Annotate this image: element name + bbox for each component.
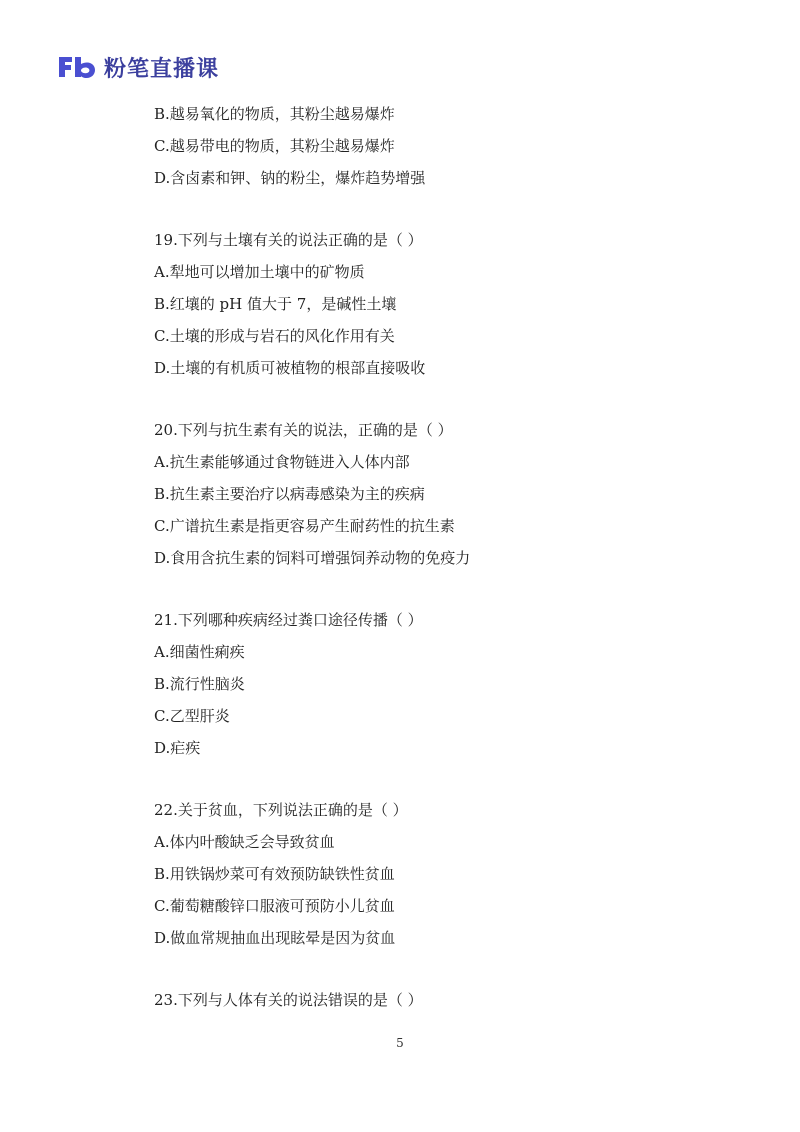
option-line: D.含卤素和钾、钠的粉尘，爆炸趋势增强 xyxy=(154,169,426,187)
page-header xyxy=(56,52,219,82)
option-line: C.广谱抗生素是指更容易产生耐药性的抗生素 xyxy=(154,517,455,535)
question-22 xyxy=(154,794,714,954)
question-21 xyxy=(154,604,714,764)
question-20 xyxy=(154,414,714,574)
question-stem: 22.关于贫血，下列说法正确的是（ ） xyxy=(154,801,408,819)
option-line: B.越易氧化的物质，其粉尘越易爆炸 xyxy=(154,105,395,123)
option-line: B.用铁锅炒菜可有效预防缺铁性贫血 xyxy=(154,865,395,883)
option-line: B.抗生素主要治疗以病毒感染为主的疾病 xyxy=(154,485,425,503)
option-line: D.疟疾 xyxy=(154,739,201,757)
option-line: D.做血常规抽血出现眩晕是因为贫血 xyxy=(154,929,396,947)
option-line: C.葡萄糖酸锌口服液可预防小儿贫血 xyxy=(154,897,395,915)
continuation-options xyxy=(154,98,714,194)
option-line: B.红壤的 pH 值大于 7，是碱性土壤 xyxy=(154,295,397,313)
question-stem: 19.下列与土壤有关的说法正确的是（ ） xyxy=(154,231,423,249)
question-19 xyxy=(154,224,714,384)
option-line: C.越易带电的物质，其粉尘越易爆炸 xyxy=(154,137,395,155)
document-body xyxy=(154,98,714,1016)
fb-logo-icon xyxy=(56,54,98,80)
question-stem: 23.下列与人体有关的说法错误的是（ ） xyxy=(154,991,423,1009)
page-number: 5 xyxy=(396,1036,404,1050)
option-line: D.食用含抗生素的饲料可增强饲养动物的免疫力 xyxy=(154,549,471,567)
question-23 xyxy=(154,984,714,1016)
option-line: A.体内叶酸缺乏会导致贫血 xyxy=(154,833,335,851)
question-stem: 20.下列与抗生素有关的说法，正确的是（ ） xyxy=(154,421,453,439)
option-line: B.流行性脑炎 xyxy=(154,675,245,693)
option-line: D.土壤的有机质可被植物的根部直接吸收 xyxy=(154,359,426,377)
question-stem: 21.下列哪种疾病经过粪口途径传播（ ） xyxy=(154,611,423,629)
option-line: C.乙型肝炎 xyxy=(154,707,230,725)
option-line: A.细菌性痢疾 xyxy=(154,643,245,661)
brand-name: 粉笔直播课 xyxy=(104,56,220,82)
option-line: C.土壤的形成与岩石的风化作用有关 xyxy=(154,327,395,345)
option-line: A.犁地可以增加土壤中的矿物质 xyxy=(154,263,365,281)
option-line: A.抗生素能够通过食物链进入人体内部 xyxy=(154,453,410,471)
